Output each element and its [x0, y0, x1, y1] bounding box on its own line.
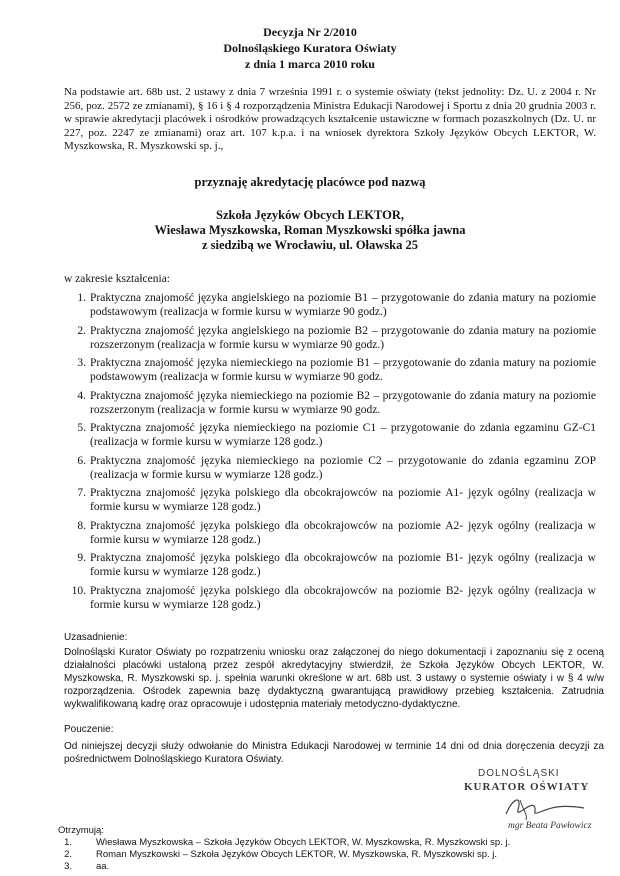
legal-basis-paragraph: Na podstawie art. 68b ust. 2 ustawy z dnia 7 września 1991 r. o systemie oświaty (tekst jednolity: Dz. U. z 2004 r. Nr 256, poz. 2572 ze zmianami), § 16 i § 4 rozporządzenia Ministra Edukacji Narodowej i Sportu z dnia 20 grudnia 2003 r. w sprawie akredytacji placówek i ośrodków prowadzących kształcenie ustawiczne w formach pozaszkolnych (Dz. U. nr 227, poz. 2247 ze zmianami) oraz art. 107 k.p.a. i na wniosek dyrektora Szkoły Języków Obcych LEKTOR, W. Myszkowska, R. Myszkowski sp. j., — [64, 86, 596, 152]
list-item — [64, 389, 596, 422]
list-item-text: Praktyczna znajomość języka niemieckiego na poziomie C1 – przygotowanie do zdania egzaminu GZ-C1 (realizacja w formie kursu w wymiarze 128 godz.) — [90, 422, 596, 448]
list-item — [64, 519, 596, 552]
recipients-title: Otrzymują: — [58, 825, 104, 836]
school-name-line-1: Szkoła Języków Obcych LEKTOR, — [216, 208, 404, 222]
list-item-number: 3. — [77, 357, 86, 369]
instruction-title: Pouczenie: — [64, 724, 114, 735]
decision-number: Decyzja Nr 2/2010 — [263, 25, 357, 39]
list-item-number: 4. — [77, 389, 86, 402]
list-item-text: Praktyczna znajomość języka polskiego dla obcokrajowców na poziomie B1- język ogólny (realizacja w formie kursu w wymiarze 128 godz.) — [90, 552, 596, 578]
school-name-line-3: z siedzibą we Wrocławiu, ul. Oławska 25 — [202, 238, 418, 252]
school-name-line-2: Wiesława Myszkowska, Roman Myszkowski spółka jawna — [154, 223, 466, 237]
signature-mark — [500, 792, 590, 822]
recipients-list — [58, 837, 510, 873]
list-item-number: 5. — [77, 422, 86, 434]
list-item-number: 7. — [77, 487, 86, 499]
recipient-item — [58, 849, 510, 861]
justification-title: Uzasadnienie: — [64, 632, 128, 643]
recipient-text: Roman Myszkowski – Szkoła Języków Obcych LEKTOR, W. Myszkowska, R. Myszkowski sp. j. — [96, 849, 498, 860]
list-item — [64, 356, 596, 389]
list-item-text: Praktyczna znajomość języka angielskiego na poziomie B2 – przygotowanie do zdania matury na poziomie rozszerzonym (realizacja w formie kursu w wymiarze 90 godz.) — [90, 324, 596, 351]
training-scope-list — [64, 291, 596, 616]
justification-text: Dolnośląski Kurator Oświaty po rozpatrzeniu wniosku oraz załączonej do niego dokumentacji i zapoznaniu się z oceną działalności placówki ustaloną przez zespół akredytacyjny stwierdził, że Szkoła Języków Obcych LEKTOR, W. Myszkowska, R. Myszkowski sp. j. spełnia warunki określone w art. 68b ust. 3 ustawy o systemie oświaty i w § 4 w/w rozporządzenia. Ośrodek zapewnia bazę dydaktyczną gwarantującą prawidłowy przebieg kształcenia. Zatrudnia wykwalifikowaną kadrę oraz opracowuje i udostępnia materiały metodyczno-dydaktyczne. — [64, 647, 604, 710]
list-item — [64, 551, 596, 584]
recipient-number: 1. — [64, 837, 72, 848]
list-item-text: Praktyczna znajomość języka angielskiego na poziomie B1 – przygotowanie do zdania matury na poziomie podstawowym (realizacja w formie kursu w wymiarze 90 godz.) — [90, 292, 596, 318]
stamp-line-2: KURATOR OŚWIATY — [464, 781, 590, 793]
recipient-item — [58, 861, 510, 873]
list-item-number: 1. — [77, 292, 86, 304]
list-item-text: Praktyczna znajomość języka polskiego dla obcokrajowców na poziomie A1- język ogólny (realizacja w formie kursu w wymiarze 128 godz.) — [90, 487, 596, 513]
list-item — [64, 486, 596, 519]
list-item — [64, 324, 596, 357]
list-item-number: 2. — [77, 324, 86, 337]
list-item — [64, 421, 596, 454]
list-item-text: Praktyczna znajomość języka niemieckiego na poziomie B2 – przygotowanie do zdania matury na poziomie rozszerzonym (realizacja w formie kursu w wymiarze 90 godz. — [90, 389, 596, 416]
instruction-text: Od niniejszej decyzji służy odwołanie do Ministra Edukacji Narodowej w terminie 14 dni od dnia doręczenia decyzji za pośrednictwem Dolnośląskiego Kuratora Oświaty. — [64, 741, 604, 765]
list-item-number: 9. — [77, 552, 86, 564]
school-name-block — [0, 208, 620, 253]
list-item-text: Praktyczna znajomość języka polskiego dla obcokrajowców na poziomie B2- język ogólny (realizacja w formie kursu w wymiarze 128 godz.) — [90, 584, 596, 611]
list-item-number: 6. — [77, 454, 86, 467]
recipient-text: aa. — [96, 861, 110, 872]
stamp-line-1: DOLNOŚLĄSKI — [478, 768, 560, 779]
signer-name: mgr Beata Pawłowicz — [508, 821, 592, 831]
scope-label: w zakresie kształcenia: — [64, 273, 170, 285]
list-item-number: 10. — [71, 584, 86, 597]
recipient-text: Wiesława Myszkowska – Szkoła Języków Obcych LEKTOR, W. Myszkowska, R. Myszkowski sp. j. — [96, 837, 511, 848]
list-item-number: 8. — [77, 519, 86, 532]
decision-statement: przyznaję akredytację placówce pod nazwą — [194, 175, 426, 189]
list-item — [64, 291, 596, 324]
decision-date: z dnia 1 marca 2010 roku — [245, 57, 375, 71]
authority-name: Dolnośląskiego Kuratora Oświaty — [223, 41, 397, 55]
recipient-number: 2. — [64, 849, 72, 860]
list-item-text: Praktyczna znajomość języka polskiego dla obcokrajowców na poziomie A2- język ogólny (realizacja w formie kursu w wymiarze 128 godz.) — [90, 519, 596, 546]
recipient-item — [58, 837, 510, 849]
list-item-text: Praktyczna znajomość języka niemieckiego na poziomie B1 – przygotowanie do zdania matury na poziomie podstawowym (realizacja w formie kursu w wymiarze 90 godz. — [90, 357, 596, 383]
list-item — [64, 454, 596, 487]
list-item — [64, 584, 596, 617]
list-item-text: Praktyczna znajomość języka niemieckiego na poziomie C2 – przygotowanie do zdania egzaminu ZOP (realizacja w formie kursu w wymiarze 128 godz.) — [90, 454, 596, 481]
recipient-number: 3. — [64, 861, 72, 872]
